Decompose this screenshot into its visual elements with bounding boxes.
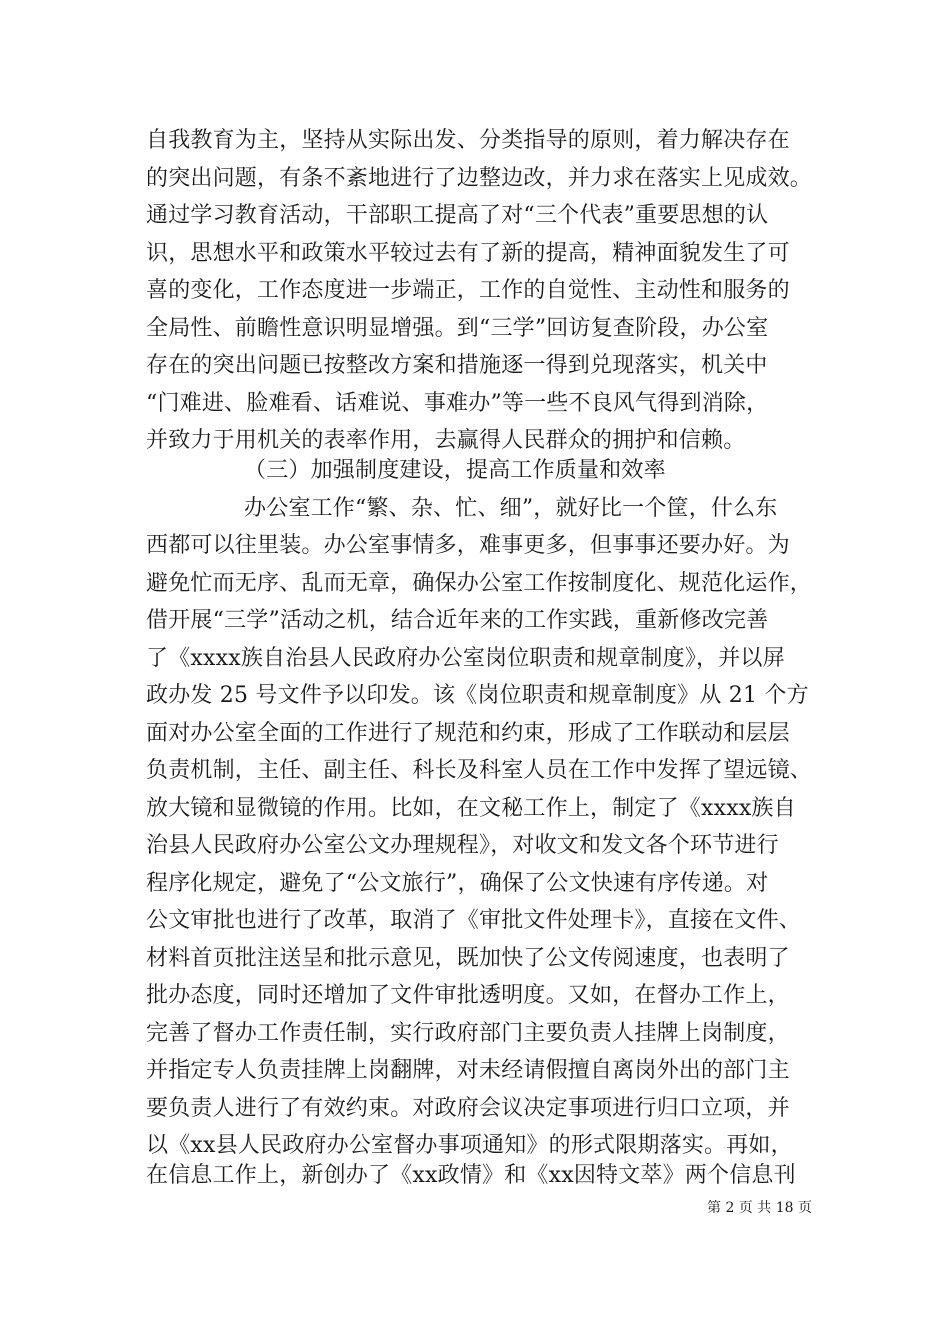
body-line: 全局性、前瞻性意识明显增强。到“三学”回访复查阶段，办公室: [146, 316, 769, 341]
body-line: 办公室工作“繁、杂、忙、细”，就好比一个筐，什么东: [244, 496, 778, 521]
body-line: 喜的变化，工作态度进一步端正，工作的自觉性、主动性和服务的: [146, 278, 790, 303]
body-line: 并致力于用机关的表率作用，去赢得人民群众的拥护和信赖。: [146, 428, 746, 453]
body-line: 材料首页批注送呈和批示意见，既加快了公文传阅速度，也表明了: [146, 946, 790, 971]
body-line: 负责机制，主任、副主任、科长及科室人员在工作中发挥了望远镜、: [146, 758, 813, 783]
body-line: 识，思想水平和政策水平较过去有了新的提高，精神面貌发生了可: [146, 241, 790, 266]
body-line: 的突出问题，有条不紊地进行了边整边改，并力求在落实上见成效。: [146, 166, 813, 191]
body-line: 通过学习教育活动，干部职工提高了对“三个代表”重要思想的认: [146, 203, 769, 228]
body-line: “门难进、脸难看、话难说、事难办”等一些不良风气得到消除，: [146, 391, 769, 416]
section-heading: （三）加强制度建设，提高工作质量和效率: [244, 458, 666, 483]
body-line: 公文审批也进行了改革，取消了《审批文件处理卡》，直接在文件、: [146, 908, 802, 933]
body-line: 西都可以往里装。办公室事情多，难事更多，但事事还要办好。为: [146, 533, 790, 558]
body-line: 程序化规定，避免了“公文旅行”，确保了公文快速有序传递。对: [146, 871, 769, 896]
body-line: 在信息工作上，新创办了《xx政情》和《xx因特文萃》两个信息刊: [146, 1163, 796, 1188]
body-line: 完善了督办工作责任制，实行政府部门主要负责人挂牌上岗制度，: [146, 1021, 790, 1046]
body-line: 避免忙而无序、乱而无章，确保办公室工作按制度化、规范化运作，: [146, 571, 813, 596]
body-line: 存在的突出问题已按整改方案和措施逐一得到兑现落实，机关中: [146, 353, 768, 378]
body-line: 借开展“三学”活动之机，结合近年来的工作实践，重新修改完善: [146, 608, 769, 633]
body-line: 面对办公室全面的工作进行了规范和约束，形成了工作联动和层层: [146, 721, 790, 746]
body-line: 自我教育为主，坚持从实际出发、分类指导的原则，着力解决存在: [146, 128, 790, 153]
body-line: 放大镜和显微镜的作用。比如，在文秘工作上，制定了《xxxx族自: [146, 796, 796, 821]
body-line: 政办发 25 号文件予以印发。该《岗位职责和规章制度》从 21 个方: [146, 683, 809, 708]
body-line: 批办态度，同时还增加了文件审批透明度。又如，在督办工作上，: [146, 983, 790, 1008]
page-number-footer: 第 2 页 共 18 页: [707, 1200, 812, 1216]
body-line: 并指定专人负责挂牌上岗翻牌，对未经请假擅自离岗外出的部门主: [146, 1058, 790, 1083]
body-line: 要负责人进行了有效约束。对政府会议决定事项进行归口立项，并: [146, 1096, 790, 1121]
body-line: 了《xxxx族自治县人民政府办公室岗位职责和规章制度》，并以屏: [146, 646, 785, 671]
body-line: 以《xx县人民政府办公室督办事项通知》的形式限期落实。再如，: [146, 1133, 793, 1158]
body-line: 治县人民政府办公室公文办理规程》，对收文和发文各个环节进行: [146, 833, 779, 858]
